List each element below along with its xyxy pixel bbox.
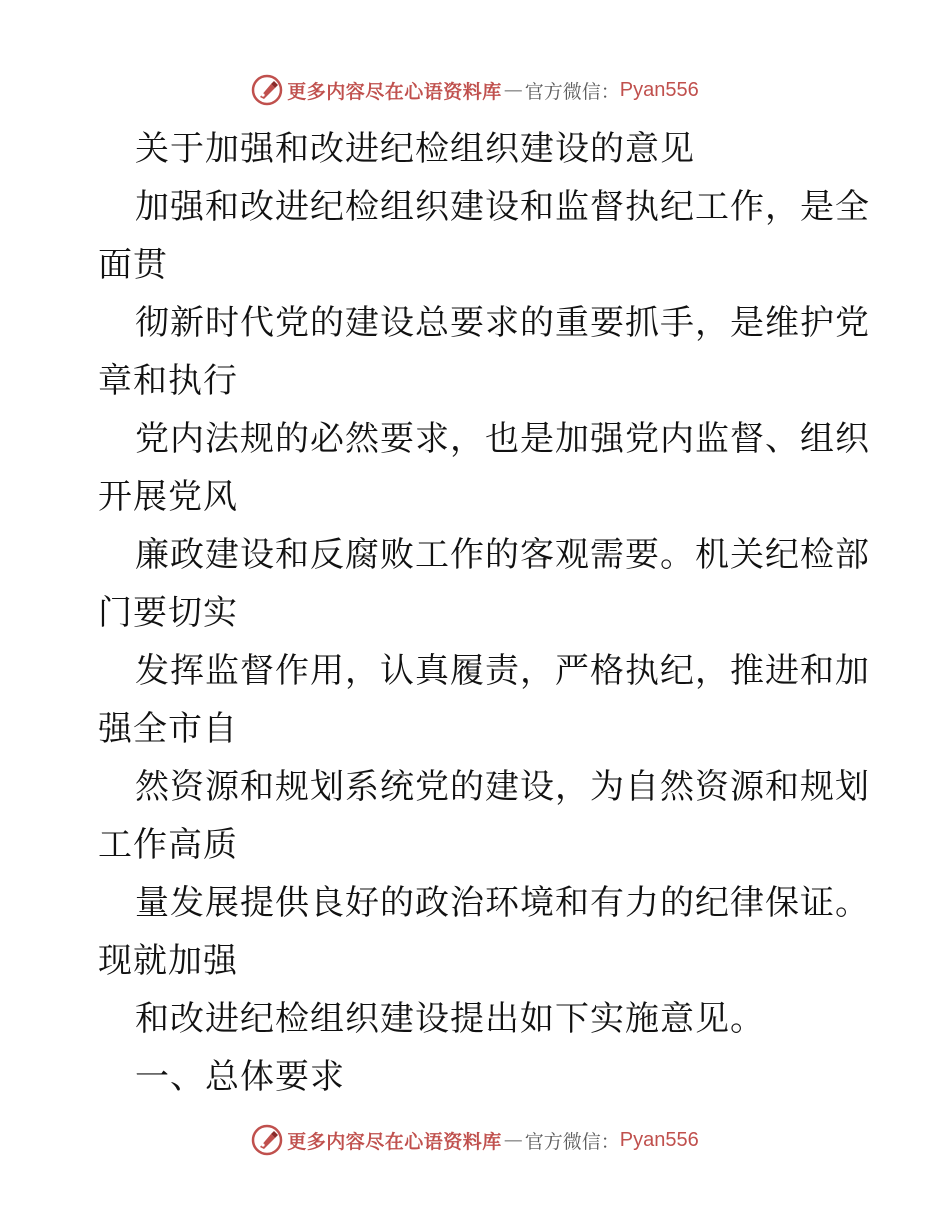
banner-wechat-label: 官方微信： <box>524 80 620 103</box>
paragraph-line: 工作高质 <box>98 825 238 865</box>
section-heading: 一、总体要求 <box>135 1057 345 1097</box>
paragraph-line: 加强和改进纪检组织建设和监督执纪工作，是全 <box>135 187 870 227</box>
document-title: 关于加强和改进纪检组织建设的意见 <box>135 129 695 169</box>
document-body <box>98 120 870 1106</box>
paragraph-line: 量发展提供良好的政治环境和有力的纪律保证。 <box>135 883 870 923</box>
paragraph-line: 和改进纪检组织建设提出如下实施意见。 <box>135 999 765 1039</box>
paragraph-line: 开展党风 <box>98 477 238 517</box>
banner-separator: — <box>503 79 523 101</box>
pen-nib-logo-icon <box>251 1124 283 1156</box>
paragraph-line: 发挥监督作用，认真履责，严格执纪，推进和加 <box>135 651 870 691</box>
paragraph-line: 廉政建设和反腐败工作的客观需要。机关纪检部 <box>135 535 870 575</box>
pen-nib-logo-icon <box>251 74 283 106</box>
banner-wechat-id: Pyan556 <box>619 1128 699 1151</box>
banner-separator: — <box>503 1129 523 1151</box>
paragraph-line: 强全市自 <box>98 709 238 749</box>
paragraph-line: 现就加强 <box>98 941 238 981</box>
banner-wechat-id: Pyan556 <box>619 78 699 101</box>
paragraph-line: 彻新时代党的建设总要求的重要抓手，是维护党 <box>135 303 870 343</box>
paragraph-line: 章和执行 <box>98 361 238 401</box>
banner-wechat-label: 官方微信： <box>524 1130 620 1153</box>
header-banner <box>0 70 950 110</box>
paragraph-line: 党内法规的必然要求，也是加强党内监督、组织 <box>135 419 870 459</box>
paragraph-line: 门要切实 <box>98 593 238 633</box>
banner-text: 更多内容尽在心语资料库 <box>287 1130 502 1153</box>
footer-banner <box>0 1120 950 1160</box>
paragraph-line: 面贯 <box>98 245 168 285</box>
paragraph-line: 然资源和规划系统党的建设，为自然资源和规划 <box>135 767 870 807</box>
banner-text: 更多内容尽在心语资料库 <box>287 80 502 103</box>
